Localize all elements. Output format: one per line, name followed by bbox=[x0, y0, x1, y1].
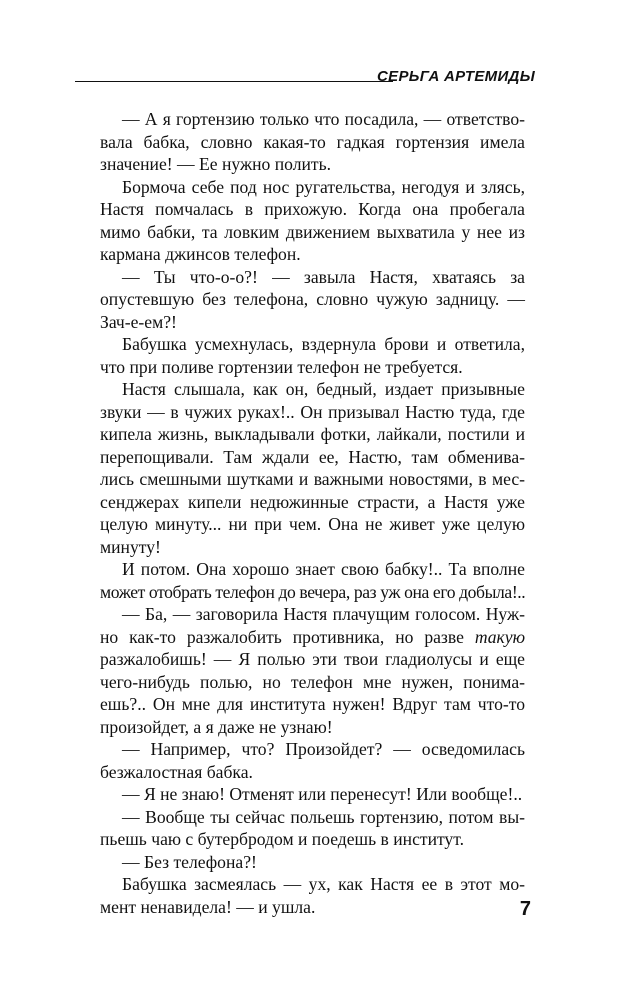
text-line: Зач-е-ем?! bbox=[100, 311, 177, 332]
text-line: звуки — в чужих руках!.. Он призывал Настю туда, где bbox=[100, 401, 525, 422]
text-line: кипела жизнь, выкладывали фотки, лайкали, постили и bbox=[100, 424, 525, 444]
text-line: Бабушка засмеялась — ух, как Настя ее в этот мо- bbox=[122, 874, 525, 894]
text-line: сенджерах кипели недюжинные страсти, а Настя уже bbox=[100, 491, 525, 512]
text-line: безжалостная бабка. bbox=[100, 761, 253, 782]
text-line: — Я не знаю! Отменят или перенесут! Или вообще!.. bbox=[122, 784, 523, 804]
text-line: — Ты что-о-о?! — завыла Настя, хватаясь за bbox=[122, 266, 525, 287]
running-title: СЕРЬГА АРТЕМИДЫ bbox=[377, 68, 535, 85]
text-line: вала бабка, словно какая-то гадкая гортензия имела bbox=[100, 131, 525, 152]
text-line: — Вообще ты сейчас польешь гортензию, потом вы- bbox=[122, 806, 525, 827]
running-header bbox=[75, 66, 535, 90]
page-number: 7 bbox=[519, 898, 531, 920]
text-line: Настя помчалась в прихожую. Когда она пробегала bbox=[100, 199, 525, 219]
body-text bbox=[100, 108, 525, 918]
text-line: перепощивали. Там ждали ее, Настю, там обменива- bbox=[100, 446, 525, 467]
text-line: — Например, что? Произойдет? — осведомилась bbox=[122, 739, 525, 759]
text-line: мент ненавидела! — и ушла. bbox=[100, 896, 316, 917]
text-line: Настя слышала, как он, бедный, издает призывные bbox=[122, 379, 525, 399]
text-line: опустевшую без телефона, словно чужую задницу. — bbox=[100, 289, 525, 309]
text-line: И потом. Она хорошо знает свою бабку!.. Та вполне bbox=[122, 559, 525, 579]
text-line: кармана джинсов телефон. bbox=[100, 244, 301, 264]
text-line: лись смешными шутками и важными новостями, в мес- bbox=[100, 469, 525, 489]
text-line: значение! — Ее нужно полить. bbox=[100, 154, 332, 174]
emphasis-word: такую bbox=[474, 626, 525, 647]
text-line: мимо бабки, та ловким движением выхватила у нее из bbox=[100, 221, 525, 242]
header-rule bbox=[75, 81, 393, 82]
text-line: — А я гортензию только что посадила, — ответство- bbox=[122, 109, 525, 129]
text-line: минуту! bbox=[100, 536, 161, 557]
text-line: — Без телефона?! bbox=[122, 851, 257, 872]
text-line: Бабушка усмехнулась, вздернула брови и ответила, bbox=[122, 334, 525, 354]
text-line: произойдет, а я даже не узнаю! bbox=[100, 716, 333, 737]
text-line: — Ба, — заговорила Настя плачущим голосом. Нуж- bbox=[122, 604, 525, 624]
text-line: что при поливе гортензии телефон не требуется. bbox=[100, 356, 463, 377]
text-line: может отобрать телефон до вечера, раз уж она его добыла!.. bbox=[100, 581, 526, 602]
text-line: чего-нибудь полью, но телефон мне нужен, понима- bbox=[100, 671, 525, 692]
text-line: но как-то разжалобить противника, но разве такую bbox=[100, 626, 525, 647]
text-line: разжалобишь! — Я полью эти твои гладиолусы и еще bbox=[100, 649, 525, 669]
text-line: целую минуту... ни при чем. Она не живет уже целую bbox=[100, 514, 525, 534]
text-line: Бормоча себе под нос ругательства, негодуя и злясь, bbox=[122, 176, 525, 197]
text-line: пьешь чаю с бутербродом и поедешь в институт. bbox=[100, 829, 464, 849]
text-line: ешь?.. Он мне для института нужен! Вдруг там что-то bbox=[100, 694, 525, 714]
